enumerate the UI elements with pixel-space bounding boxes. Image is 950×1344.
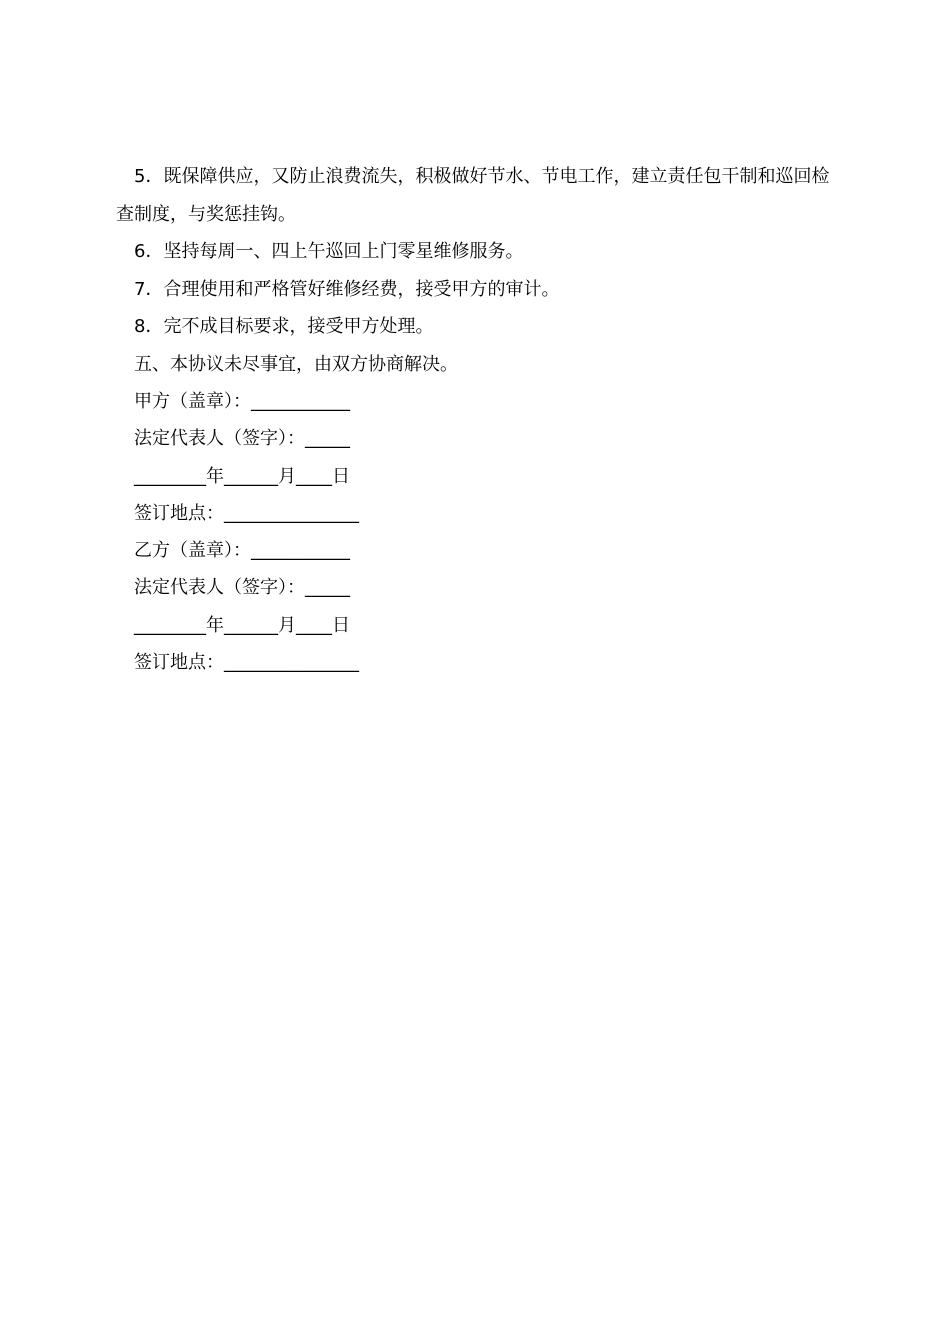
section-5: 五、本协议未尽事宜，由双方协商解决。 xyxy=(134,353,458,375)
party-b-date-line: ________年______月____日 xyxy=(134,614,350,636)
party-b-signature-block xyxy=(116,532,836,681)
party-b-place-line: 签订地点：_______________ xyxy=(134,652,359,674)
party-a-place-line: 签订地点：_______________ xyxy=(134,502,359,524)
party-a-representative-line: 法定代表人（签字）：_____ xyxy=(134,428,350,450)
party-a-date-line: ________年______月____日 xyxy=(134,465,350,487)
party-a-signature-block xyxy=(116,383,836,532)
clause-6: 6．坚持每周一、四上午巡回上门零星维修服务。 xyxy=(134,241,524,262)
clause-5: 5．既保障供应，又防止浪费流失，积极做好节水、节电工作，建立责任包干制和巡回检查制度，与奖惩挂钩。 xyxy=(116,166,830,225)
party-a-seal-line: 甲方（盖章）：___________ xyxy=(134,391,350,412)
party-b-representative-line: 法定代表人（签字）：_____ xyxy=(134,577,350,599)
clause-8: 8．完不成目标要求，接受甲方处理。 xyxy=(134,316,434,337)
document-body xyxy=(116,158,836,681)
clause-7: 7．合理使用和严格管好维修经费，接受甲方的审计。 xyxy=(134,278,560,300)
party-b-seal-line: 乙方（盖章）：___________ xyxy=(134,540,350,562)
